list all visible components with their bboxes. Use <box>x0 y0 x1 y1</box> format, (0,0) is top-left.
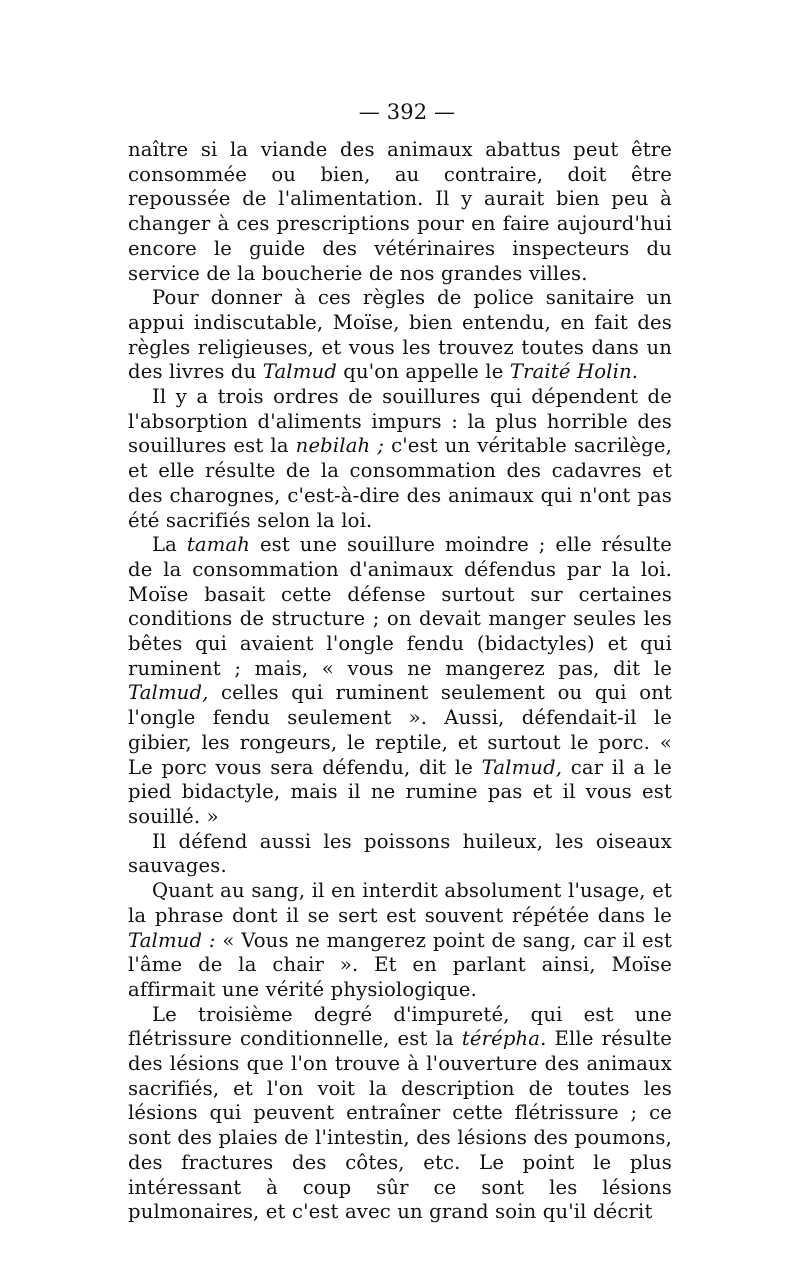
text-run: qu'on appelle le <box>336 360 510 384</box>
italic-term: térépha. <box>461 1027 547 1051</box>
text-run: Il y a trois ordres de souillures qui dépendent de l'absorption d'aliments impurs : la plus horrible des souillures est la <box>128 385 672 458</box>
text-run: c'est un véritable sacrilège, et elle résulte de la consommation des cadavres et des charognes, c'est-à-dire des animaux qui n'ont pas été sacrifiés selon la loi. <box>128 434 672 532</box>
paragraph-6 <box>128 879 672 1003</box>
paragraph-1 <box>128 138 672 286</box>
text-run: Pour donner à ces règles de police sanitaire un appui indiscutable, Moïse, bien entendu, en fait des règles religieuses, et vous les trouvez toutes dans un des livres du <box>128 286 672 384</box>
text-run: celles qui ruminent seulement ou qui ont l'ongle fendu seulement ». Aussi, défendait-il le gibier, les rongeurs, le reptile, et surtout le porc. « Le porc vous sera défendu, dit le <box>128 681 672 779</box>
italic-term: tamah <box>186 533 251 557</box>
page-number: — 392 — <box>358 100 456 124</box>
text-run: Il défend aussi les poissons huileux, les oiseaux sauvages. <box>128 829 672 878</box>
paragraph-3 <box>128 385 672 533</box>
paragraph-2 <box>128 286 672 385</box>
text-run: La <box>152 533 187 557</box>
text-body <box>128 138 672 1225</box>
paragraph-7 <box>128 1003 672 1225</box>
book-page <box>128 100 672 1225</box>
text-run: Quant au sang, il en interdit absolument l'usage, et la phrase dont il se sert est souvent répétée dans le <box>128 879 672 927</box>
text-run: car il a le pied bidactyle, mais il ne rumine pas et il vous est souillé. » <box>128 755 673 828</box>
italic-term: Talmud, <box>481 755 563 779</box>
italic-term: Traité Holin. <box>509 360 639 384</box>
text-run: est une souillure moindre ; elle résulte de la consommation d'animaux défendus par la loi. Moïse basait cette défense surtout sur certaines conditions de structure ; on devait manger seules les bêtes qui avaient l'ongle fendu (bidactyles) et qui ruminent ; mais, « vous ne mangerez pas, dit le <box>128 533 672 680</box>
italic-term: Talmud, <box>128 681 209 705</box>
text-run: naître si la viande des animaux abattus peut être consommée ou bien, au contraire, doit être repoussée de l'alimentation. Il y aurait bien peu à changer à ces prescriptions pour en faire aujourd'hui encore le guide des vétérinaires inspecteurs du service de la boucherie de nos grandes villes. <box>128 138 672 285</box>
text-run: « Vous ne mangerez point de sang, car il est l'âme de la chair ». Et en parlant ainsi, Moïse affirmait une vérité physiologique. <box>128 928 672 1001</box>
italic-term: Talmud : <box>128 928 216 952</box>
text-run: Elle résulte des lésions que l'on trouve à l'ouverture des animaux sacrifiés, et l'on voit la description de toutes les lésions qui peuvent entraîner cette flétrissure ; ce sont des plaies de l'intestin, des lésions des poumons, des fractures des côtes, etc. Le point le plus intéressant à coup sûr ce sont les lésions pulmonaires, et c'est avec un grand soin qu'il décrit <box>128 1027 672 1224</box>
paragraph-4 <box>128 533 672 829</box>
text-run: Le troisième degré d'impureté, qui est une flétrissure conditionnelle, est la <box>128 1002 672 1051</box>
italic-term: nebilah ; <box>295 434 385 458</box>
italic-term: Talmud <box>262 360 337 384</box>
paragraph-5 <box>128 830 672 879</box>
